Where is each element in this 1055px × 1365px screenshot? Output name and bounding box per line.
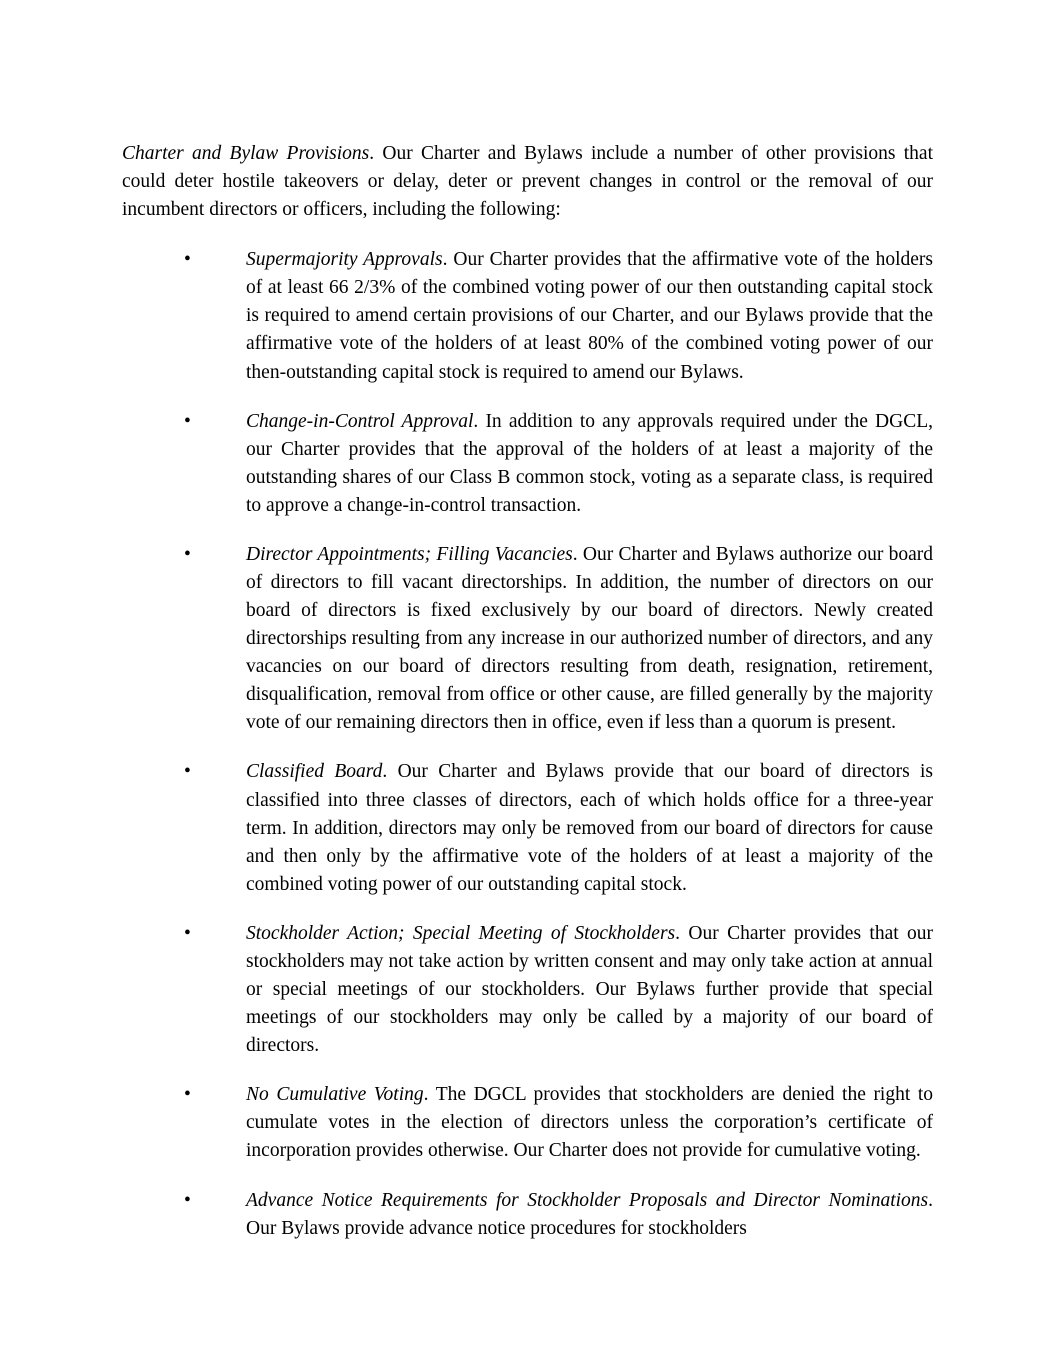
bullet-icon: • [184, 543, 191, 565]
list-item-term: Supermajority Approvals [246, 249, 443, 271]
list-item-text [246, 246, 933, 386]
list-item-body: . Our Charter and Bylaws authorize our board of directors to fill vacant directorships. In addition, the number of directors on our board of directors is fixed exclusively by our board of directors. Newly created directorships resulting from any increase in our authorized number of directors, and any vacancies on our board of directors resulting from death, resignation, retirement, disqualification, removal from office or other cause, are filled generally by the majority vote of our remaining directors then in office, even if less than a quorum is present. [246, 543, 933, 734]
list-item-term: Change-in-Control Approval [246, 410, 474, 432]
list-item-text [246, 408, 933, 520]
list-item-term: Director Appointments; Filling Vacancies [246, 543, 573, 565]
bullet-icon: • [184, 249, 191, 271]
list-item [122, 246, 933, 386]
list-item-term: No Cumulative Voting [246, 1084, 424, 1106]
provisions-list [122, 246, 933, 1242]
list-item-term: Advance Notice Requirements for Stockholder Proposals and Director Nominations [246, 1189, 929, 1211]
bullet-icon: • [184, 922, 191, 944]
list-item-term: Stockholder Action; Special Meeting of Stockholders [246, 922, 676, 944]
list-item-body: . Our Charter and Bylaws provide that our board of directors is classified into three classes of directors, each of which holds office for a three-year term. In addition, directors may only be removed from our board of directors for cause and then only by the affirmative vote of the holders of at least a majority of the combined voting power of our outstanding capital stock. [246, 761, 933, 895]
intro-lead-in: Charter and Bylaw Provisions [122, 143, 370, 164]
list-item [122, 541, 933, 738]
list-item [122, 758, 933, 898]
bullet-icon: • [184, 410, 191, 432]
bullet-icon: • [184, 1084, 191, 1106]
list-item-text [246, 758, 933, 898]
list-item-text [246, 1187, 933, 1243]
list-item-term: Classified Board [246, 761, 383, 783]
intro-body: . Our Charter and Bylaws include a number of other provisions that could deter hostile takeovers or delay, deter or prevent changes in control or the removal of our incumbent directors or officers, including the following: [122, 143, 933, 221]
list-item [122, 408, 933, 520]
bullet-icon: • [184, 1189, 191, 1211]
list-item-text [246, 920, 933, 1060]
list-item-text [246, 1081, 933, 1165]
list-item [122, 1081, 933, 1165]
bullet-icon: • [184, 761, 191, 783]
list-item-body: . In addition to any approvals required under the DGCL, our Charter provides that the approval of the holders of at least a majority of the outstanding shares of our Class B common stock, voting as a separate class, is required to approve a change-in-control transaction. [246, 410, 933, 516]
list-item-body: . Our Bylaws provide advance notice procedures for stockholders [246, 1189, 933, 1239]
list-item-body: . Our Charter provides that the affirmative vote of the holders of at least 66 2/3% of the combined voting power of our then outstanding capital stock is required to amend certain provisions of our Charter, and our Bylaws provide that the affirmative vote of the holders of at least 80% of the combined voting power of our then-outstanding capital stock is required to amend our Bylaws. [246, 249, 933, 383]
list-item-text [246, 541, 933, 738]
list-item [122, 1187, 933, 1243]
list-item-body: . Our Charter provides that our stockholders may not take action by written consent and may only take action at annual or special meetings of our stockholders. Our Bylaws further provide that special meetings of our stockholders may only be called by a majority of our board of directors. [246, 922, 933, 1057]
list-item [122, 920, 933, 1060]
intro-paragraph [122, 140, 933, 224]
list-item-body: . The DGCL provides that stockholders are denied the right to cumulate votes in the election of directors unless the corporation’s certificate of incorporation provides otherwise. Our Charter does not provide for cumulative voting. [246, 1084, 933, 1162]
